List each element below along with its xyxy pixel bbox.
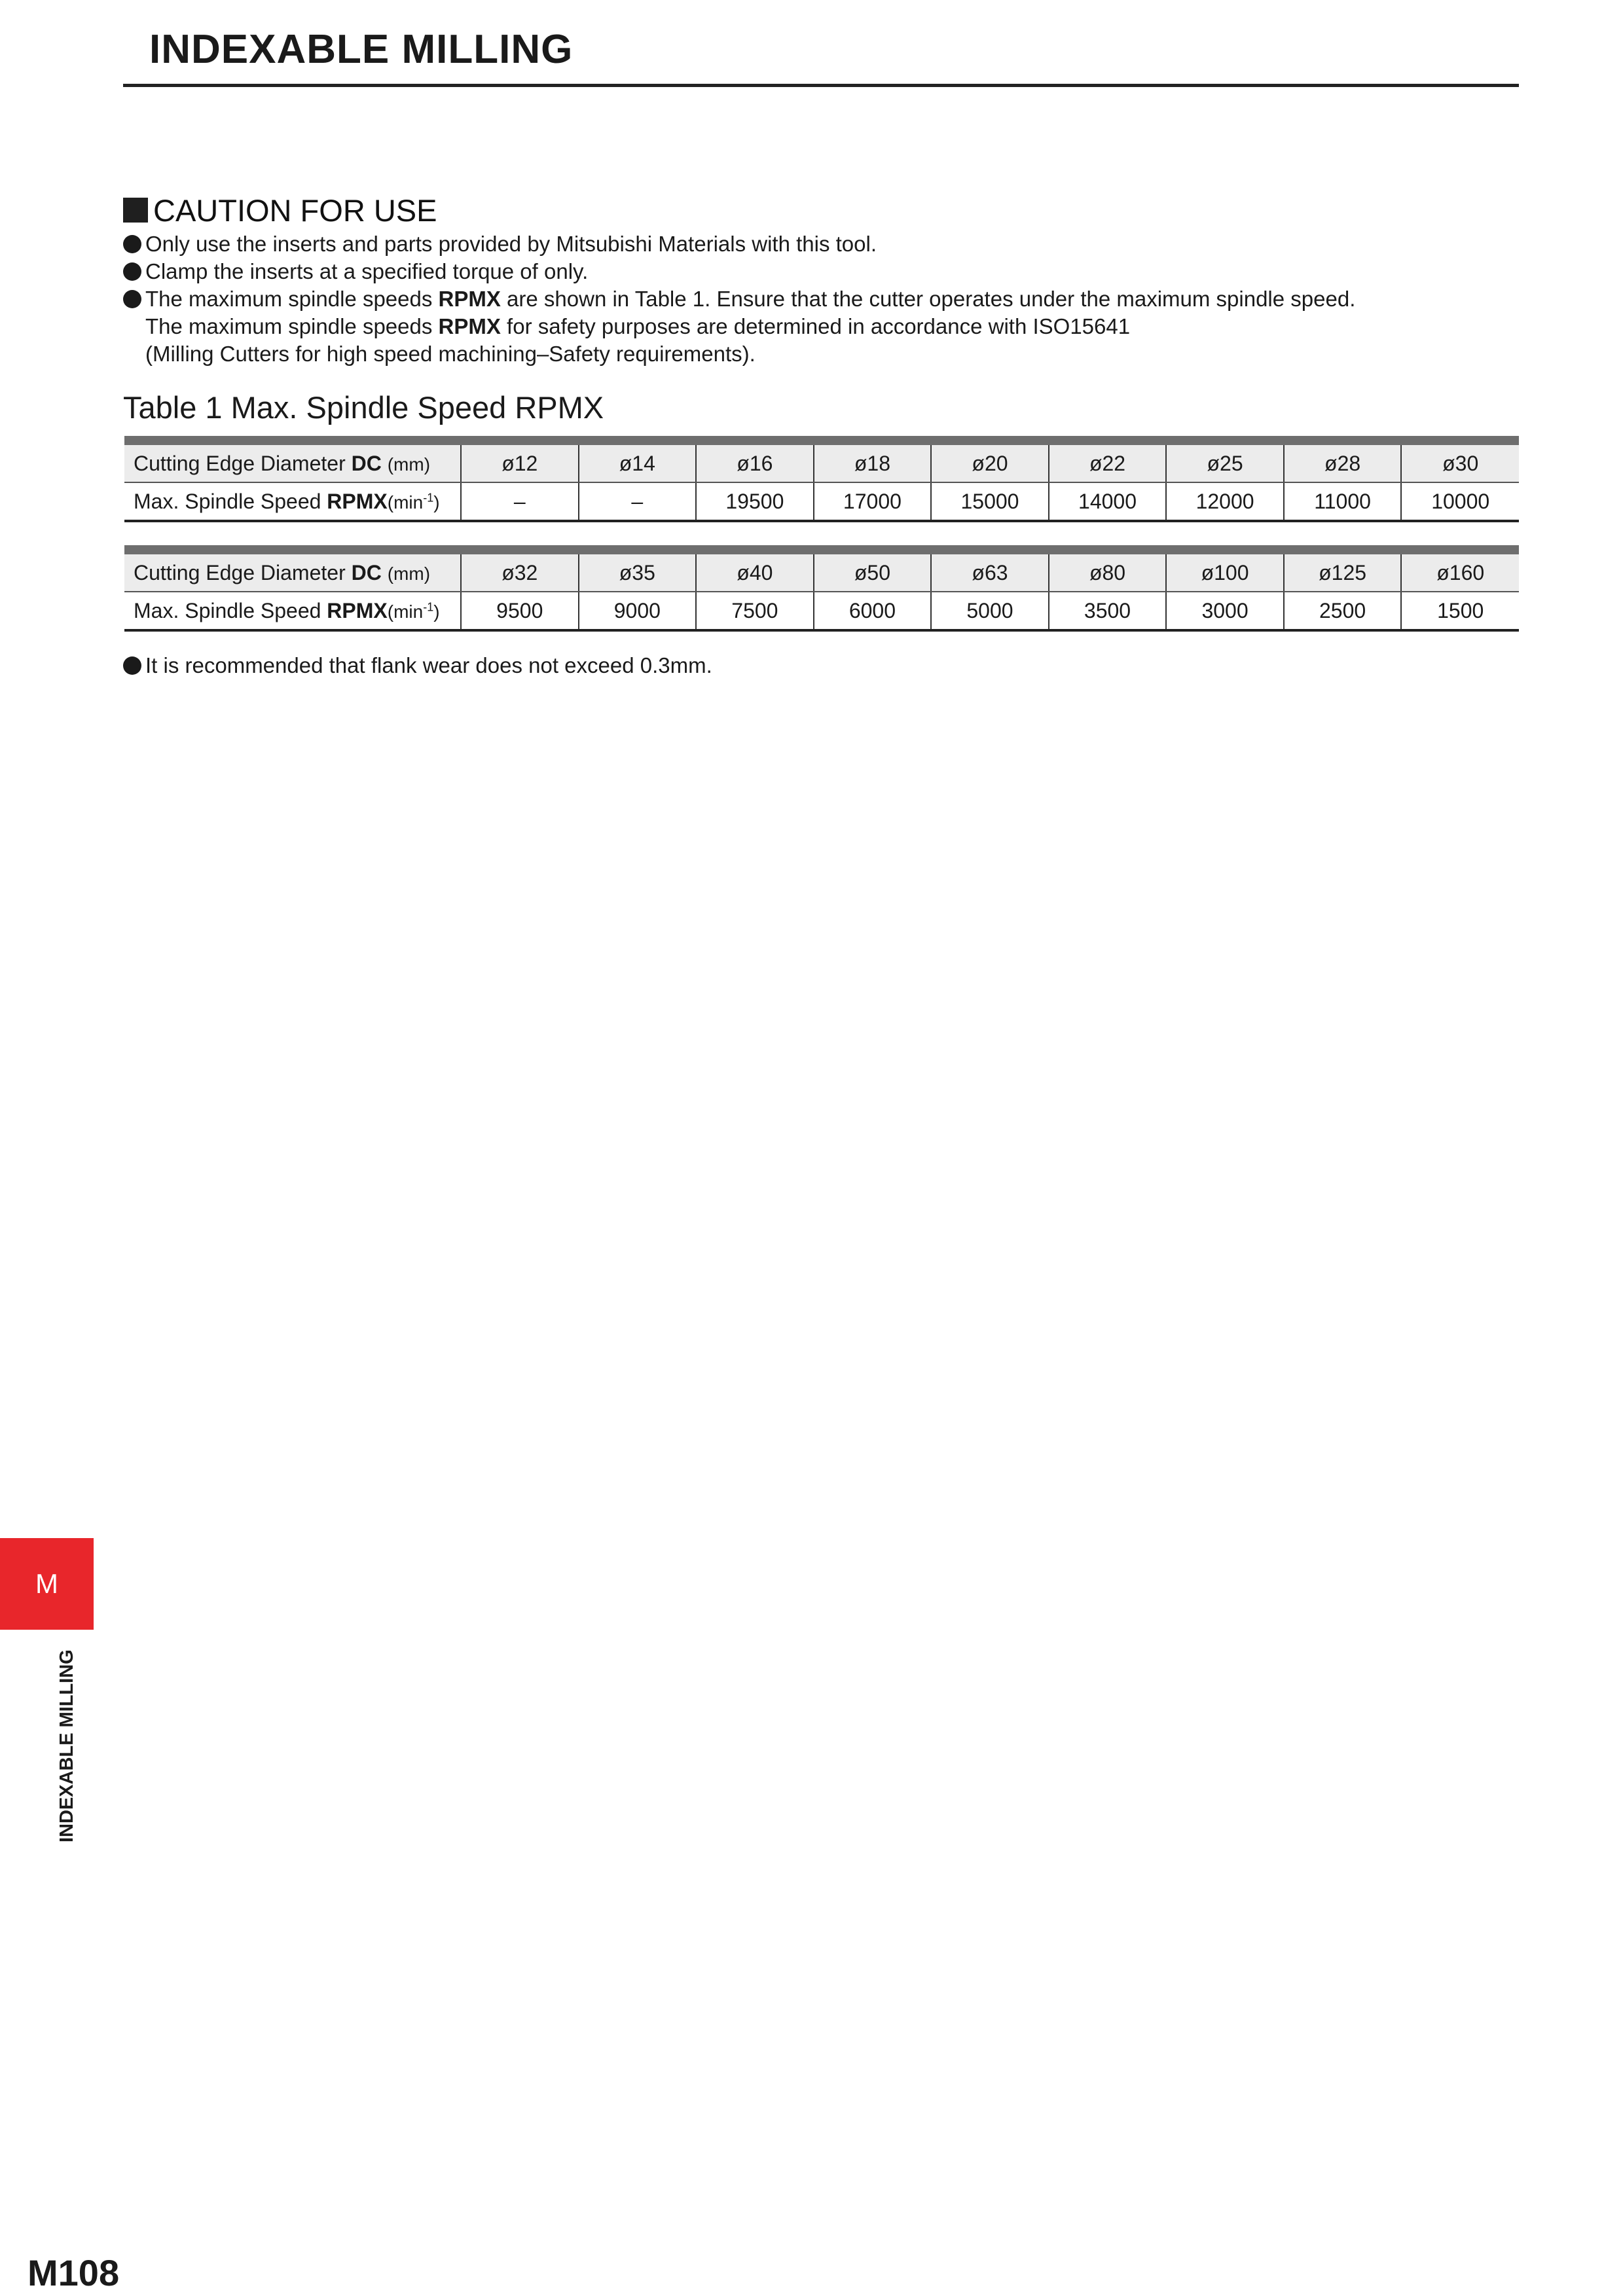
diameter-cell: ø20 bbox=[931, 440, 1049, 482]
text-run: ) bbox=[433, 601, 440, 622]
text-run: Cutting Edge Diameter bbox=[134, 451, 352, 475]
bullet-icon bbox=[123, 235, 141, 253]
speed-cell: 15000 bbox=[931, 482, 1049, 521]
diameter-row bbox=[124, 440, 1519, 482]
section-tab-letter: M bbox=[35, 1568, 58, 1599]
row-label-speed bbox=[124, 482, 461, 521]
unit-text: (mm) bbox=[387, 454, 431, 475]
unit-exponent: -1 bbox=[423, 491, 434, 505]
diameter-cell: ø14 bbox=[579, 440, 697, 482]
speed-cell: 9500 bbox=[461, 592, 579, 630]
page-number: M108 bbox=[27, 2252, 120, 2293]
bullet-icon bbox=[123, 262, 141, 281]
wear-note-text: It is recommended that flank wear does not exceed 0.3mm. bbox=[145, 653, 712, 677]
caution-item-continuation: (Milling Cutters for high speed machining–Safety requirements). bbox=[145, 342, 756, 366]
rpmx-code: RPMX bbox=[327, 598, 388, 622]
caution-item bbox=[123, 230, 1524, 258]
row-label-diameter bbox=[124, 440, 461, 482]
unit-text bbox=[388, 492, 440, 512]
speed-cell: 7500 bbox=[696, 592, 814, 630]
speed-cell: 6000 bbox=[814, 592, 932, 630]
text-run: Max. Spindle Speed bbox=[134, 489, 327, 513]
text-run: The maximum spindle speeds bbox=[145, 287, 439, 311]
caution-heading bbox=[123, 193, 437, 227]
text-run: (min bbox=[387, 492, 424, 512]
rpmx-code: RPMX bbox=[438, 314, 501, 338]
caution-item bbox=[123, 285, 1524, 313]
diameter-cell: ø22 bbox=[1049, 440, 1167, 482]
caution-list bbox=[123, 230, 1524, 368]
text-run: ) bbox=[433, 492, 440, 512]
caution-item-continuation bbox=[123, 313, 1524, 340]
text-run: for safety purposes are determined in accordance with ISO15641 bbox=[500, 314, 1131, 338]
diameter-cell: ø28 bbox=[1284, 440, 1402, 482]
table-title: Table 1 Max. Spindle Speed RPMX bbox=[123, 390, 604, 425]
text-run: are shown in Table 1. Ensure that the cutter operates under the maximum spindle speed. bbox=[500, 287, 1356, 311]
row-label-speed bbox=[124, 592, 461, 630]
header-divider bbox=[123, 84, 1519, 87]
unit-exponent: -1 bbox=[423, 600, 434, 614]
speed-row bbox=[124, 482, 1519, 521]
rpmx-code: RPMX bbox=[438, 287, 501, 311]
speed-cell: 3000 bbox=[1166, 592, 1284, 630]
row-label-diameter bbox=[124, 550, 461, 592]
speed-cell: 17000 bbox=[814, 482, 932, 521]
spindle-speed-table-1 bbox=[124, 436, 1519, 522]
dc-code: DC bbox=[351, 451, 382, 475]
caution-item bbox=[123, 258, 1524, 285]
bullet-icon bbox=[123, 290, 141, 308]
diameter-cell: ø40 bbox=[696, 550, 814, 592]
caution-heading-text: CAUTION FOR USE bbox=[153, 192, 437, 228]
rpmx-code: RPMX bbox=[327, 489, 388, 513]
spindle-speed-table-2 bbox=[124, 545, 1519, 632]
diameter-cell: ø16 bbox=[696, 440, 814, 482]
diameter-cell: ø100 bbox=[1166, 550, 1284, 592]
unit-text: (mm) bbox=[387, 563, 431, 584]
text-run: Cutting Edge Diameter bbox=[134, 560, 352, 584]
speed-cell: – bbox=[579, 482, 697, 521]
diameter-cell: ø32 bbox=[461, 550, 579, 592]
speed-cell: 5000 bbox=[931, 592, 1049, 630]
diameter-cell: ø160 bbox=[1401, 550, 1519, 592]
bullet-icon bbox=[123, 656, 141, 675]
diameter-cell: ø80 bbox=[1049, 550, 1167, 592]
speed-cell: 14000 bbox=[1049, 482, 1167, 521]
unit-text bbox=[388, 601, 440, 622]
speed-cell: 1500 bbox=[1401, 592, 1519, 630]
diameter-cell: ø18 bbox=[814, 440, 932, 482]
speed-cell: – bbox=[461, 482, 579, 521]
speed-cell: 11000 bbox=[1284, 482, 1402, 521]
dc-code: DC bbox=[351, 560, 382, 584]
caution-item-text bbox=[145, 285, 1355, 313]
diameter-cell: ø30 bbox=[1401, 440, 1519, 482]
diameter-cell: ø12 bbox=[461, 440, 579, 482]
diameter-row bbox=[124, 550, 1519, 592]
section-tab bbox=[0, 1538, 94, 1630]
diameter-cell: ø50 bbox=[814, 550, 932, 592]
diameter-cell: ø35 bbox=[579, 550, 697, 592]
section-side-label: INDEXABLE MILLING bbox=[56, 1649, 77, 1842]
text-run: (min bbox=[387, 601, 424, 622]
speed-cell: 3500 bbox=[1049, 592, 1167, 630]
diameter-cell: ø25 bbox=[1166, 440, 1284, 482]
text-run: Max. Spindle Speed bbox=[134, 598, 327, 622]
wear-note bbox=[123, 653, 712, 678]
speed-cell: 19500 bbox=[696, 482, 814, 521]
speed-row bbox=[124, 592, 1519, 630]
text-run: The maximum spindle speeds bbox=[145, 314, 439, 338]
speed-cell: 2500 bbox=[1284, 592, 1402, 630]
caution-item-text: Only use the inserts and parts provided by Mitsubishi Materials with this tool. bbox=[145, 232, 877, 256]
speed-cell: 12000 bbox=[1166, 482, 1284, 521]
diameter-cell: ø63 bbox=[931, 550, 1049, 592]
speed-cell: 10000 bbox=[1401, 482, 1519, 521]
square-bullet-icon bbox=[123, 198, 148, 223]
speed-cell: 9000 bbox=[579, 592, 697, 630]
page-section-title: INDEXABLE MILLING bbox=[149, 27, 574, 72]
caution-item-text: Clamp the inserts at a specified torque of only. bbox=[145, 259, 589, 283]
diameter-cell: ø125 bbox=[1284, 550, 1402, 592]
